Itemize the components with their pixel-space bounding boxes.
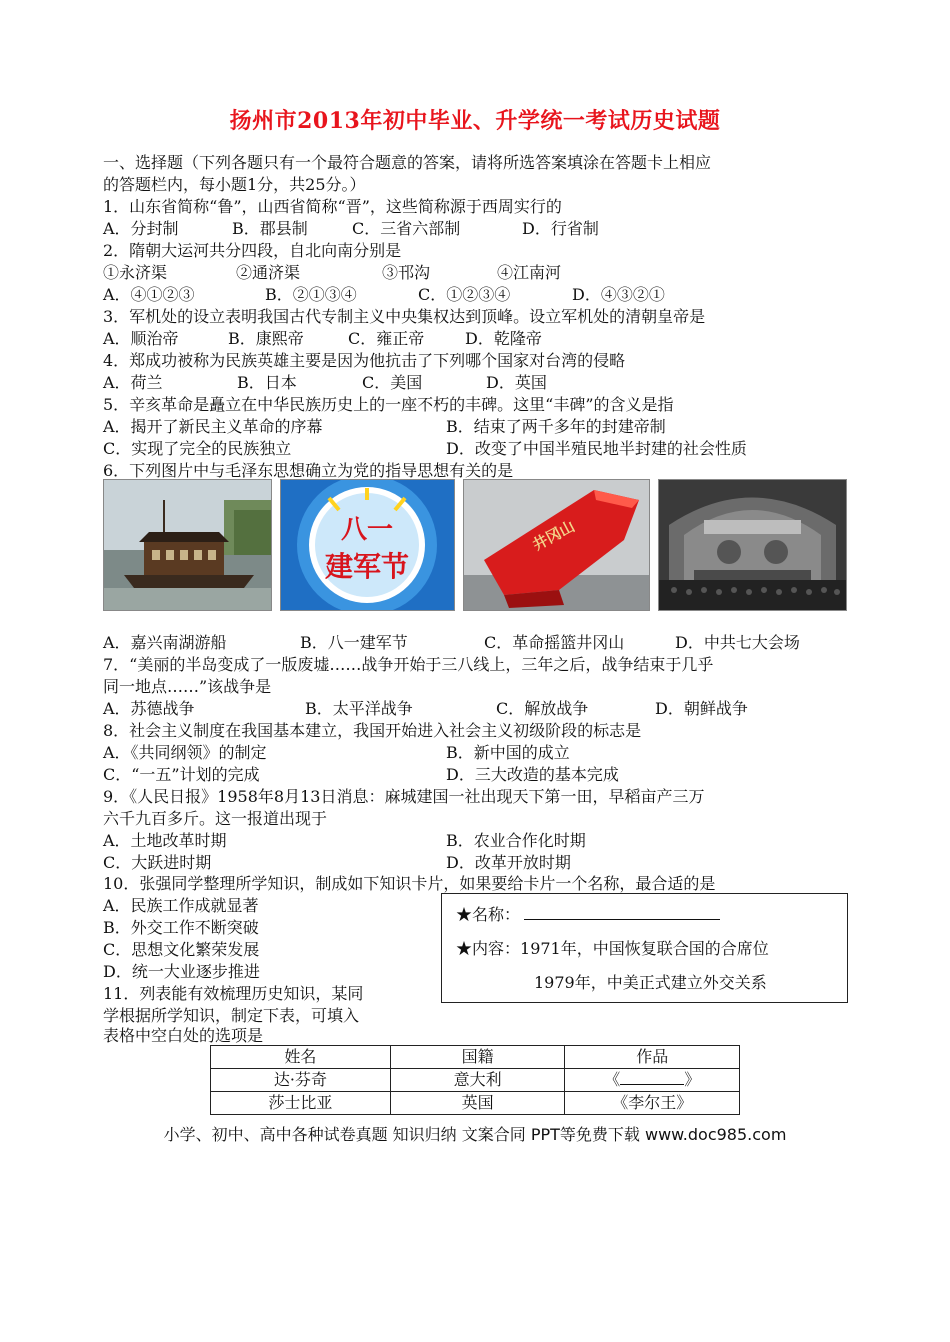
- table-header-work: 作品: [565, 1046, 740, 1069]
- table-cell: 英国: [390, 1092, 565, 1115]
- q2-option-a: A．④①②③: [103, 285, 195, 304]
- section-intro-line-1: 一、选择题（下列各题只有一个最符合题意的答案，请将所选答案填涂在答题卡上相应: [103, 153, 712, 172]
- q2-option-b: B．②①③④: [265, 285, 357, 304]
- card-name-blank: [524, 905, 720, 920]
- q2-option-d: D．④③②①: [572, 285, 665, 304]
- q2-item-4: ④江南河: [497, 263, 562, 282]
- card-content-row: [456, 936, 769, 959]
- q3-option-d: D．乾隆帝: [465, 329, 542, 348]
- army-day-top-text: 八一: [340, 515, 394, 545]
- jinggangshan-text: 井冈山: [529, 517, 578, 555]
- q11-stem-line-3: 表格中空白处的选项是: [103, 1026, 264, 1045]
- q9-stem-line-1: 9．《人民日报》1958年8月13日消息：麻城建国一社出现天下第一田，早稻亩产三万: [103, 787, 705, 806]
- q9-option-c: C．大跃进时期: [103, 853, 212, 872]
- q5-option-d: D．改变了中国半殖民地半封建的社会性质: [446, 439, 747, 458]
- army-day-image: [281, 480, 454, 610]
- q8-stem: 8．社会主义制度在我国基本建立，我国开始进入社会主义初级阶段的标志是: [103, 721, 642, 740]
- page-title: 扬州市2013年初中毕业、升学统一考试历史试题: [229, 108, 721, 134]
- q1-option-a: A．分封制: [103, 219, 179, 238]
- card-content-line-2: 1979年，中美正式建立外交关系: [534, 973, 767, 992]
- q8-option-a: A．《共同纲领》的制定: [103, 743, 267, 762]
- q7-option-a: A．苏德战争: [103, 699, 195, 718]
- q11-stem-line-2: 学根据所学知识，制定下表，可填入: [103, 1006, 360, 1025]
- q5-stem: 5．辛亥革命是矗立在中华民族历史上的一座不朽的丰碑。这里“丰碑”的含义是指: [103, 395, 674, 414]
- q4-option-a: A．荷兰: [103, 373, 163, 392]
- q5-option-c: C．实现了完全的民族独立: [103, 439, 292, 458]
- q6-option-a: A．嘉兴南湖游船: [103, 633, 227, 652]
- q8-option-d: D．三大改造的基本完成: [446, 765, 619, 784]
- q11-table: [210, 1045, 740, 1115]
- q3-option-a: A．顺治帝: [103, 329, 179, 348]
- q7-option-c: C．解放战争: [496, 699, 589, 718]
- q9-option-a: A．土地改革时期: [103, 831, 227, 850]
- knowledge-card: [441, 893, 848, 1003]
- q7-stem-line-1: 7．“美丽的半岛变成了一版废墟……战争开始于三八线上，三年之后，战争结束于几乎: [103, 655, 714, 674]
- q6-option-d: D．中共七大会场: [675, 633, 800, 652]
- card-content-label: ★内容：: [456, 939, 521, 958]
- q8-option-b: B．新中国的成立: [446, 743, 570, 762]
- table-row: [211, 1092, 740, 1115]
- q5-option-b: B．结束了两千多年的封建帝制: [446, 417, 666, 436]
- work-blank: [620, 1070, 684, 1085]
- congress-hall-image: [659, 480, 846, 610]
- q11-stem-line-1: 11．列表能有效梳理历史知识，某同: [103, 984, 364, 1003]
- q10-option-d: D．统一大业逐步推进: [103, 962, 260, 981]
- footer-text: 小学、初中、高中各种试卷真题 知识归纳 文案合同 PPT等免费下载 www.doc985.com: [163, 1125, 787, 1144]
- q10-stem: 10．张强同学整理所学知识，制成如下知识卡片，如果要给卡片一个名称，最合适的是: [103, 874, 716, 893]
- q7-stem-line-2: 同一地点……”该战争是: [103, 677, 272, 696]
- photo-jiaxing-boat: [103, 479, 272, 611]
- q6-stem: 6．下列图片中与毛泽东思想确立为党的指导思想有关的是: [103, 461, 514, 480]
- q4-stem: 4．郑成功被称为民族英雄主要是因为他抗击了下列哪个国家对台湾的侵略: [103, 351, 626, 370]
- photo-army-day: [280, 479, 455, 611]
- q9-option-b: B．农业合作化时期: [446, 831, 586, 850]
- q2-stem: 2．隋朝大运河共分四段，自北向南分别是: [103, 241, 402, 260]
- q2-item-1: ①永济渠: [103, 263, 168, 282]
- table-cell-blank: [565, 1069, 740, 1092]
- q8-option-c: C．“一五”计划的完成: [103, 765, 260, 784]
- q1-option-d: D．行省制: [522, 219, 599, 238]
- table-cell: 意大利: [390, 1069, 565, 1092]
- q4-option-d: D．英国: [486, 373, 547, 392]
- q1-option-b: B．郡县制: [232, 219, 308, 238]
- card-content-line-1: 1971年，中国恢复联合国的合席位: [520, 939, 769, 958]
- table-cell: 《李尔王》: [565, 1092, 740, 1115]
- photo-jinggangshan: [463, 479, 650, 611]
- q4-option-c: C．美国: [362, 373, 423, 392]
- q2-option-c: C．①②③④: [418, 285, 511, 304]
- q4-option-b: B．日本: [237, 373, 297, 392]
- boat-image: [104, 480, 271, 610]
- q6-option-c: C．革命摇篮井冈山: [484, 633, 625, 652]
- q9-option-d: D．改革开放时期: [446, 853, 571, 872]
- q2-item-2: ②通济渠: [236, 263, 301, 282]
- table-header-nationality: 国籍: [390, 1046, 565, 1069]
- blank-open-bracket: 《: [604, 1070, 621, 1089]
- card-name-row: [456, 902, 720, 925]
- q10-option-a: A．民族工作成就显著: [103, 896, 259, 915]
- army-day-bottom-text: 建军节: [324, 550, 410, 583]
- photo-seventh-congress: [658, 479, 847, 611]
- table-cell: 达·芬奇: [211, 1069, 391, 1092]
- jinggangshan-image: [464, 480, 649, 610]
- table-header-row: [211, 1046, 740, 1069]
- table-header-name: 姓名: [211, 1046, 391, 1069]
- q1-stem: 1．山东省简称“鲁”，山西省简称“晋”，这些简称源于西周实行的: [103, 197, 562, 216]
- q1-option-c: C．三省六部制: [352, 219, 461, 238]
- q7-option-b: B．太平洋战争: [305, 699, 413, 718]
- q3-stem: 3．军机处的设立表明我国古代专制主义中央集权达到顶峰。设立军机处的清朝皇帝是: [103, 307, 706, 326]
- q10-option-b: B．外交工作不断突破: [103, 918, 259, 937]
- card-name-label: ★名称：: [456, 905, 521, 924]
- q9-stem-line-2: 六千九百多斤。这一报道出现于: [103, 809, 328, 828]
- q3-option-b: B．康熙帝: [228, 329, 304, 348]
- table-row: [211, 1069, 740, 1092]
- q6-option-b: B．八一建军节: [300, 633, 408, 652]
- q5-option-a: A．揭开了新民主义革命的序幕: [103, 417, 323, 436]
- table-cell: 莎士比亚: [211, 1092, 391, 1115]
- section-intro-line-2: 的答题栏内，每小题1分，共25分。）: [103, 175, 366, 194]
- blank-close-bracket: 》: [684, 1070, 701, 1089]
- q3-option-c: C．雍正帝: [348, 329, 425, 348]
- q7-option-d: D．朝鲜战争: [655, 699, 748, 718]
- q2-item-3: ③邗沟: [382, 263, 431, 282]
- q10-option-c: C．思想文化繁荣发展: [103, 940, 260, 959]
